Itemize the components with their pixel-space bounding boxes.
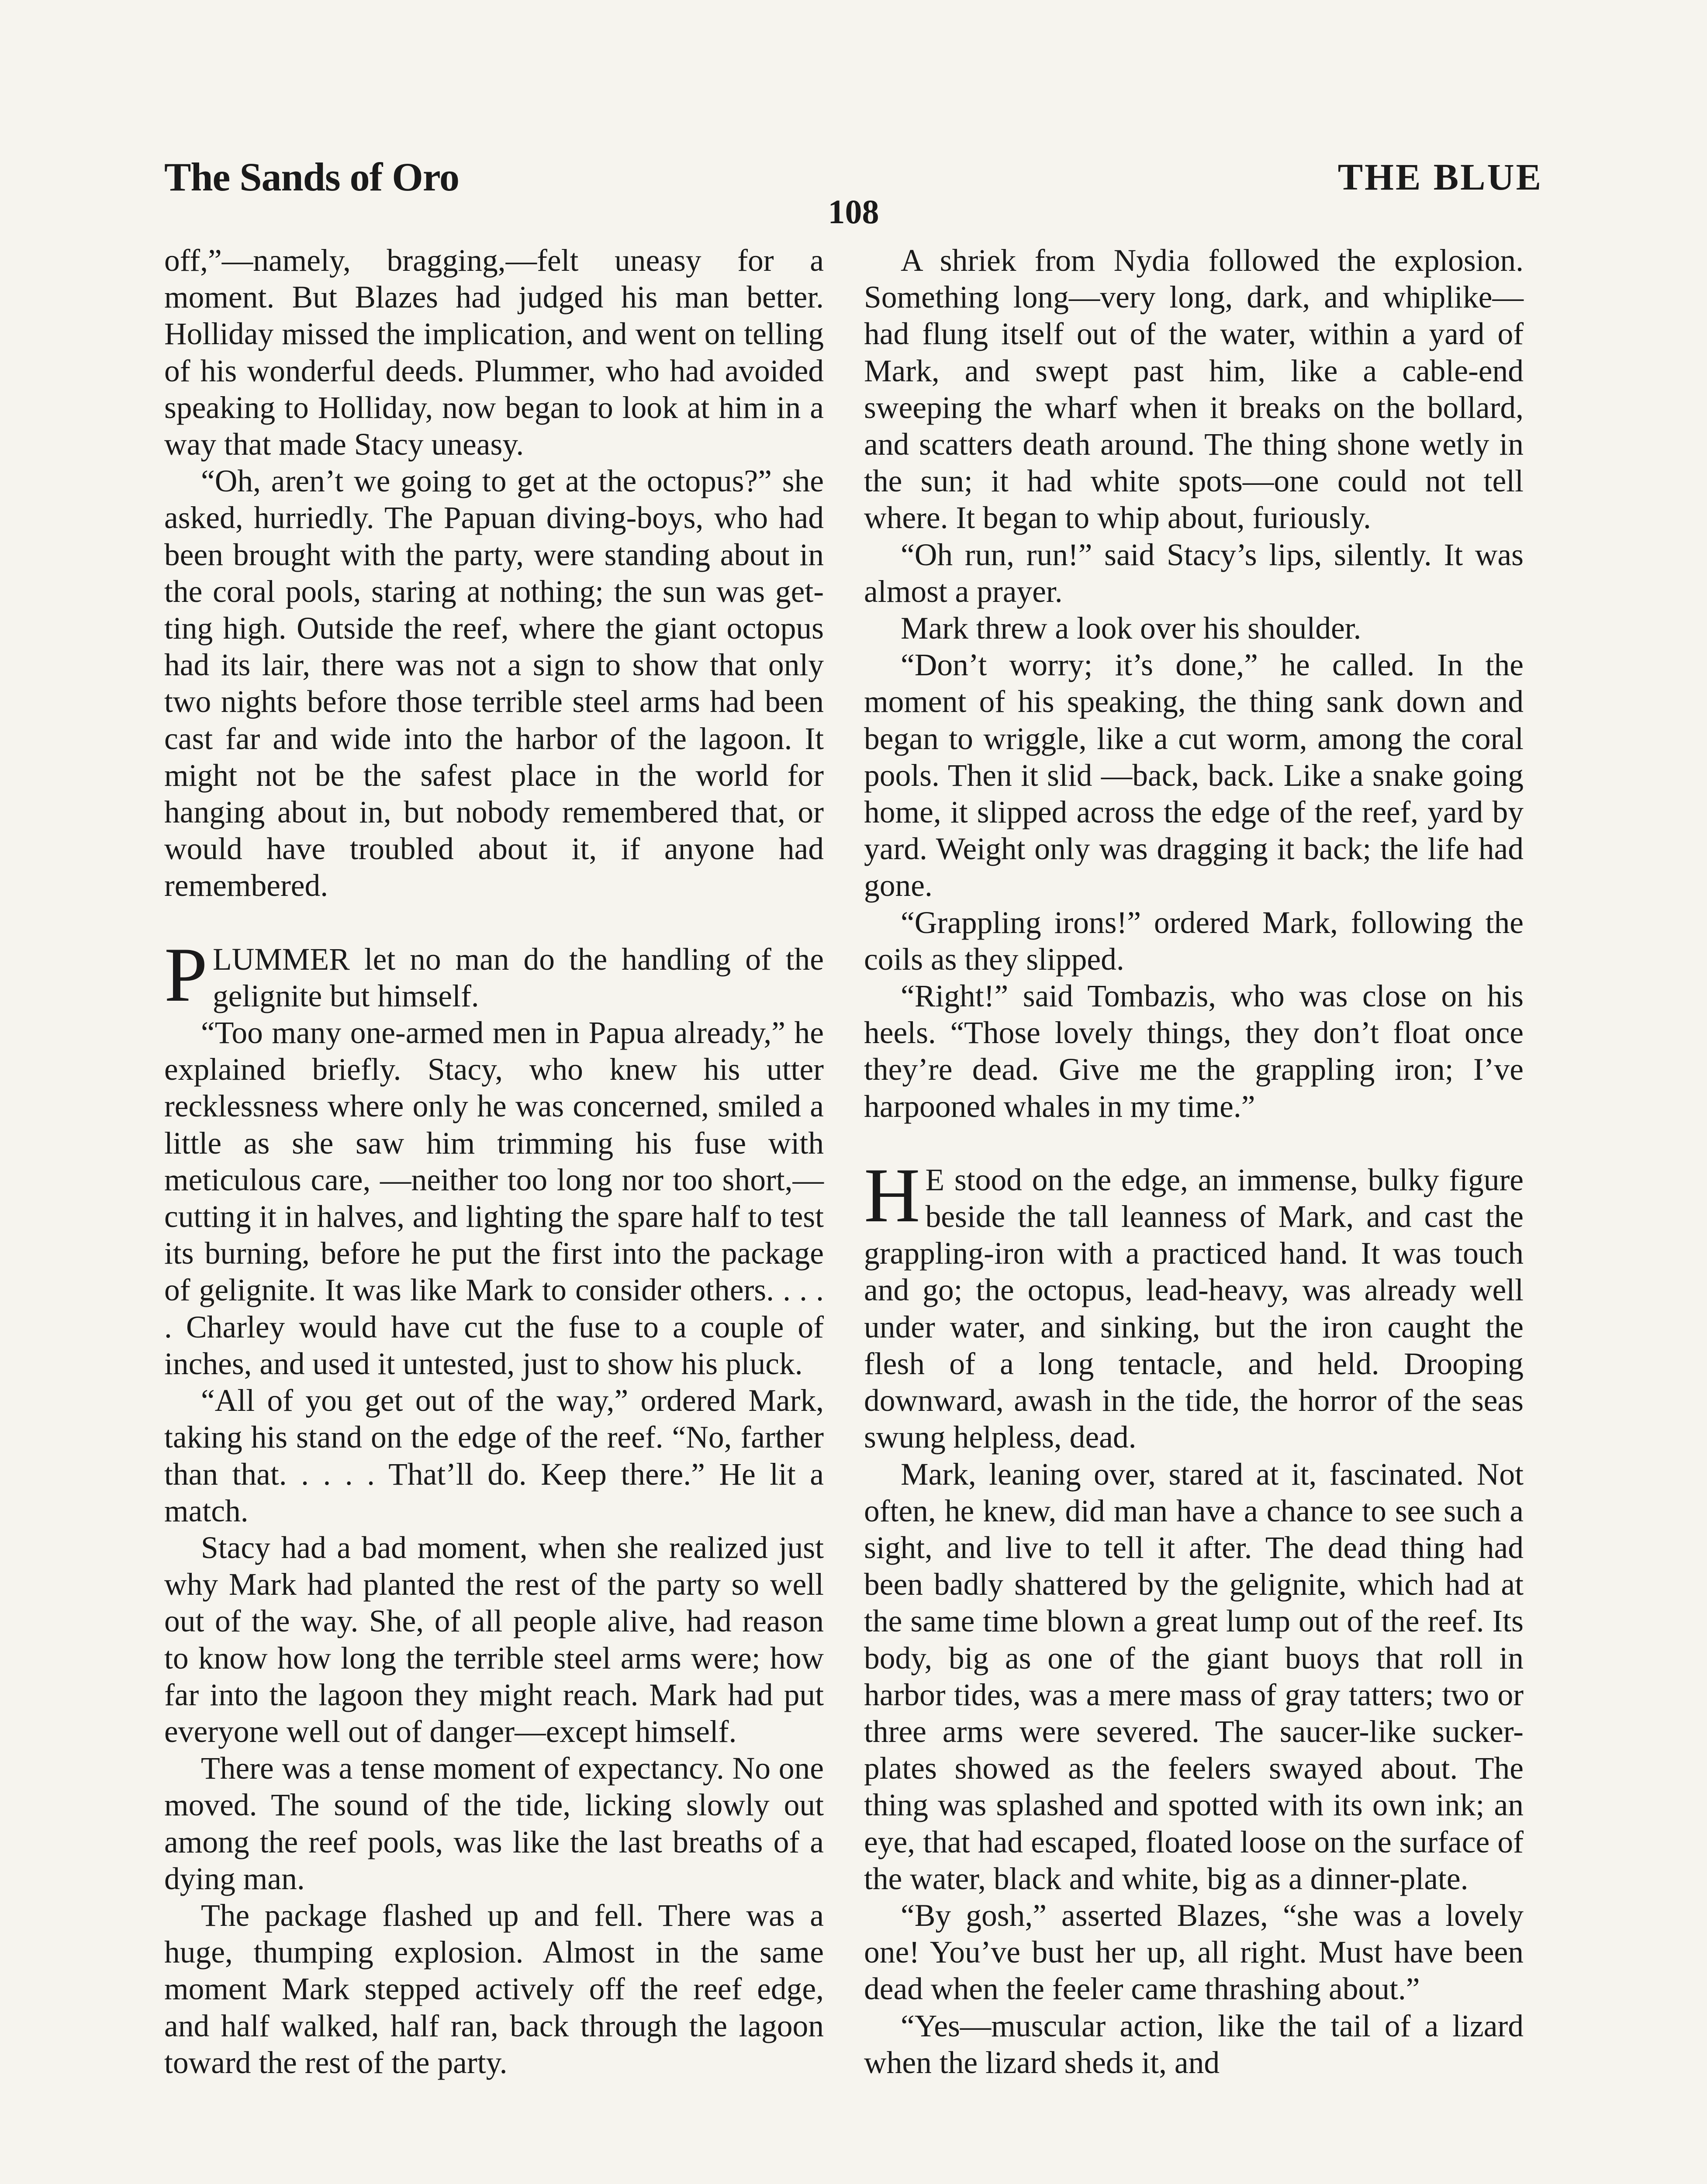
- section-opening-text: LUMMER let no man do the handling of the gelignite but himself.: [213, 942, 824, 1013]
- section-opening-paragraph: [864, 1151, 1524, 1456]
- paragraph: “Grappling irons!” ordered Mark, following the coils as they slipped.: [864, 905, 1524, 977]
- paragraph: off,”—namely, bragging,—felt uneasy for a moment. But Blazes had judged his man better. Holliday missed the implication, and went on telling of his wonderful deeds. Plummer, who had avoided speaking to Holliday, now began to look at him in a way that made Stacy uneasy.: [164, 243, 824, 462]
- paragraph: “Oh run, run!” said Stacy’s lips, silently. It was almost a prayer.: [864, 537, 1524, 609]
- section-opening-text: E stood on the edge, an immense, bulky figure beside the tall leanness of Mark, and cast the grappling-iron with a practiced hand. It was touch and go; the octopus, lead-heavy, was already well under water, and sinking, but the iron caught the flesh of a long tentacle, and held. Drooping downward, awash in the tide, the horror of the seas swung helpless, dead.: [864, 1162, 1524, 1455]
- paragraph: “All of you get out of the way,” ordered Mark, taking his stand on the edge of the reef. “No, farther than that. . . . . That’ll do. Keep there.” He lit a match.: [164, 1383, 824, 1528]
- paragraph: Mark, leaning over, stared at it, fascinated. Not often, he knew, did man have a chance to see such a sight, and live to tell it after. The dead thing had been badly shattered by the gelignite, which had at the same time blown a great lump out of the reef. Its body, big as one of the giant buoys that roll in harbor tides, was a mere mass of gray tatters; two or three arms were severed. The saucer-like sucker-plates showed as the feelers swayed about. The thing was splashed and spotted with its own ink; an eye, that had escaped, floated loose on the surface of the water, black and white, big as a dinner-plate.: [864, 1457, 1524, 1896]
- paragraph: “By gosh,” asserted Blazes, “she was a lovely one! You’ve bust her up, all right. Must have been dead when the feeler came thrashing about.”: [864, 1898, 1524, 2007]
- paragraph: Mark threw a look over his shoulder.: [901, 611, 1361, 646]
- section-opening-paragraph: [164, 931, 824, 1018]
- magazine-name: THE BLUE: [1337, 156, 1543, 198]
- running-title: The Sands of Oro: [164, 155, 460, 199]
- paragraph: “Right!” said Tombazis, who was close on his heels. “Those lovely things, they don’t float once they’re dead. Give me the grappling iron; I’ve harpooned whales in my time.”: [864, 979, 1524, 1124]
- drop-cap: H: [864, 1151, 920, 1238]
- paragraph: “Oh, aren’t we going to get at the octopus?” she asked, hurriedly. The Papuan diving-boys, who had been brought with the party, were standing about in the coral pools, staring at nothing; the sun was getting high. Outside the reef, where the giant octopus had its lair, there was not a sign to show that only two nights before those terrible steel arms had been cast far and wide into the harbor of the lagoon. It might not be the safest place in the world for hanging about in, but nobody remembered that, or would have troubled about it, if anyone had remembered.: [164, 464, 824, 903]
- paragraph: The package flashed up and fell. There was a huge, thumping explosion. Almost in the same moment Mark stepped actively off the reef edge, and half walked, half ran, back through the lagoon toward the rest of the party.: [164, 1898, 824, 2080]
- paragraph: There was a tense moment of expectancy. No one moved. The sound of the tide, licking slowly out among the reef pools, was like the last breaths of a dying man.: [164, 1751, 824, 1896]
- paragraph: “Don’t worry; it’s done,” he called. In the moment of his speaking, the thing sank down and began to wriggle, like a cut worm, among the coral pools. Then it slid —back, back. Like a snake going home, it slipped across the edge of the reef, yard by yard. Weight only was dragging it back; the life had gone.: [864, 648, 1524, 903]
- page-number: 108: [828, 193, 879, 231]
- drop-cap: P: [164, 931, 207, 1018]
- left-column: [164, 242, 824, 2081]
- right-column: [864, 242, 1524, 2081]
- paragraph: Stacy had a bad moment, when she realized just why Mark had planted the rest of the party so well out of the way. She, of all people alive, had reason to know how long the terrible steel arms were; how far into the lagoon they might reach. Mark had put everyone well out of danger—except himself.: [164, 1530, 824, 1749]
- paragraph: A shriek from Nydia followed the explosion. Something long—very long, dark, and whiplike—had flung itself out of the water, within a yard of Mark, and swept past him, like a cable-end sweeping the wharf when it breaks on the bollard, and scatters death around. The thing shone wetly in the sun; it had white spots—one could not tell where. It began to whip about, furiously.: [864, 243, 1524, 536]
- paragraph: “Yes—muscular action, like the tail of a lizard when the lizard sheds it, and: [864, 2008, 1524, 2080]
- paragraph: “Too many one-armed men in Papua already,” he explained briefly. Stacy, who knew his utter recklessness where only he was concerned, smiled a little as she saw him trimming his fuse with meticulous care, —neither too long nor too short,—cutting it in halves, and lighting the spare half to test its burning, before he put the first into the package of gelignite. It was like Mark to consider others. . . . . Charley would have cut the fuse to a couple of inches, and used it untested, just to show his pluck.: [164, 1016, 824, 1381]
